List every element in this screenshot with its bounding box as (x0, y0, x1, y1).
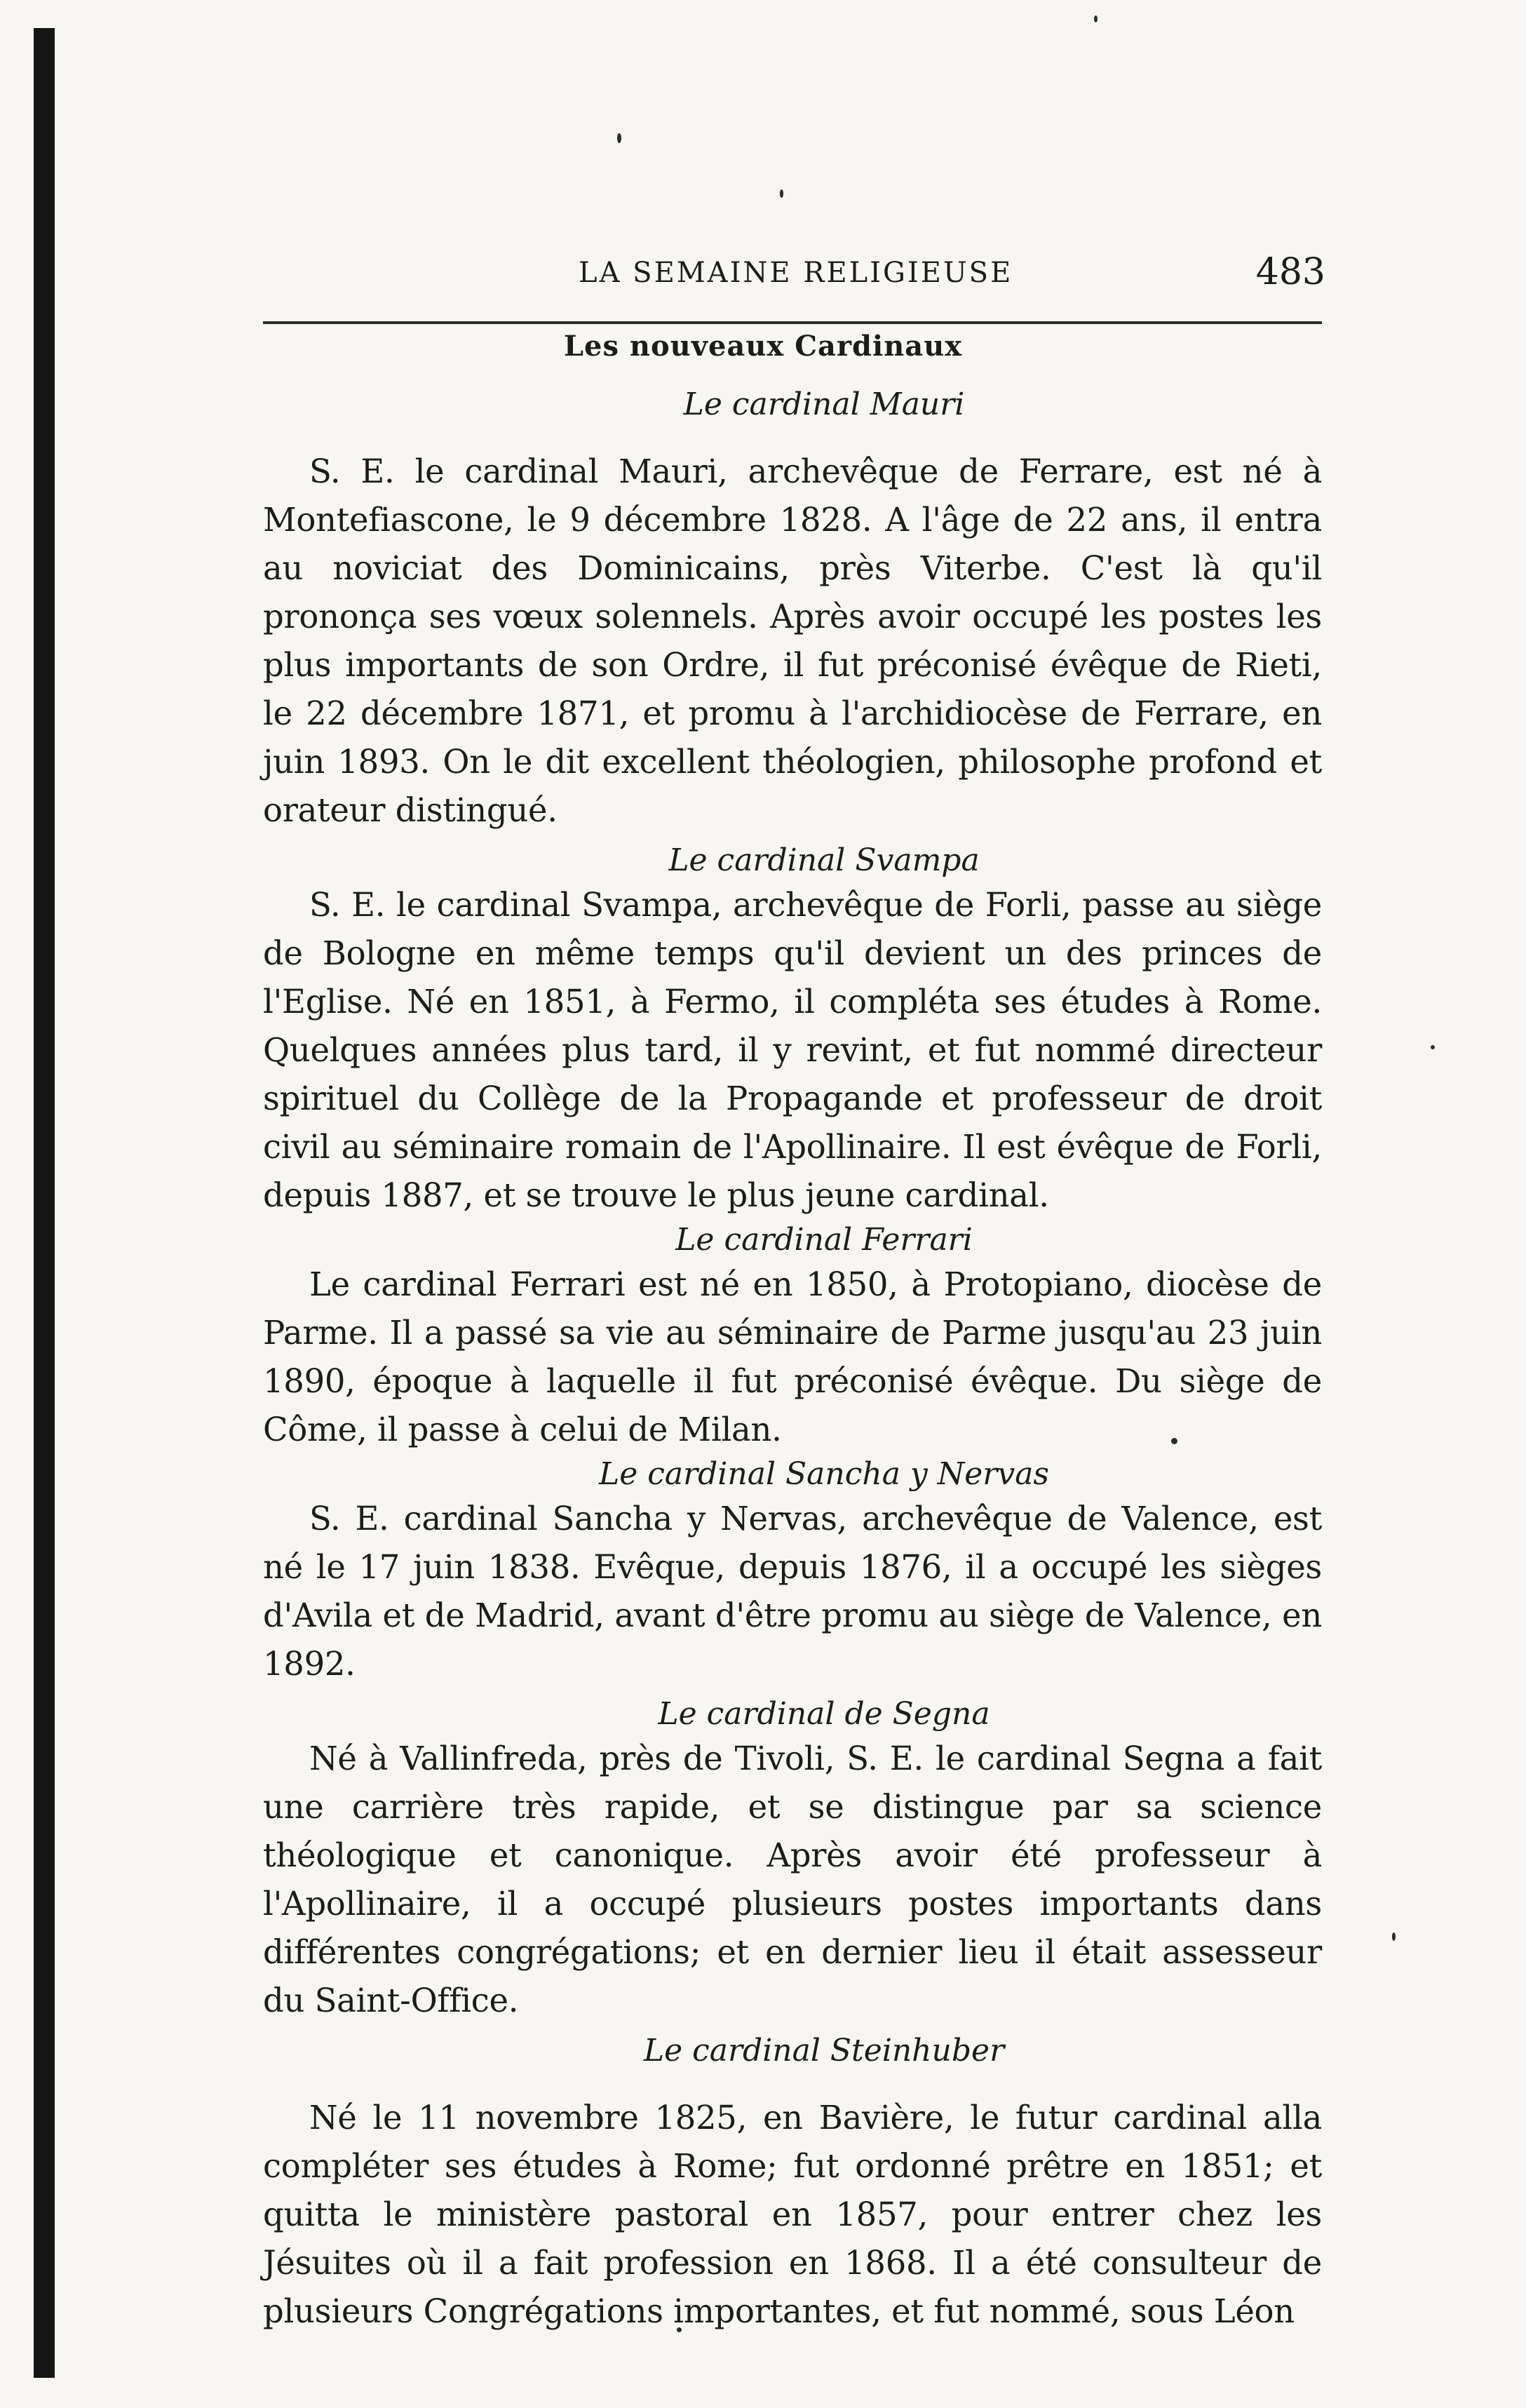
page-number: 483 (1255, 251, 1325, 293)
article-heading: Le cardinal de Segna (658, 1696, 990, 1732)
scan-speck (1094, 15, 1098, 22)
article-text: S. E. cardinal Sancha y Nervas, archevêque de Valence, est né le 17 juin 1838. Evêque, depuis 1876, il a occupé les sièges d'Avila et de Madrid, avant d'être promu au siège de Valence, en 1892. (263, 1500, 1322, 1683)
scan-speck (1431, 1045, 1435, 1049)
scan-binding-edge (34, 28, 55, 2378)
scan-speck (780, 189, 783, 198)
article-heading: Le cardinal Mauri (683, 386, 965, 422)
text-column (263, 384, 1322, 2336)
header-rule (263, 321, 1322, 324)
spacer (263, 835, 1322, 840)
spacer (263, 2025, 1322, 2031)
article-text: Né le 11 novembre 1825, en Bavière, le futur cardinal alla compléter ses études à Rome; fut ordonné prêtre en 1851; et quitta le ministère pastoral en 1857, pour entrer chez les Jésuites où il a fait profession en 1868. Il a été consulteur de plusieurs Congrégations importantes, et fut nommé, sous Léon (263, 2099, 1322, 2330)
spacer (263, 2071, 1322, 2094)
article-text: S. E. le cardinal Svampa, archevêque de Forli, passe au siège de Bologne en même temps qu'il devient un des princes de l'Eglise. Né en 1851, à Fermo, il compléta ses études à Rome. Quelques années plus tard, il y revint, et fut nommé directeur spirituel du Collège de la Propagande et professeur de droit civil au séminaire romain de l'Apollinaire. Il est évêque de Forli, depuis 1887, et se trouve le plus jeune cardinal. (263, 886, 1322, 1214)
article-text: Le cardinal Ferrari est né en 1850, à Protopiano, diocèse de Parme. Il a passé sa vie au séminaire de Parme jusqu'au 23 juin 1890, époque à laquelle il fut préconisé évêque. Du siège de Côme, il passe à celui de Milan. (263, 1265, 1322, 1448)
scan-speck (1392, 1932, 1396, 1941)
spacer (263, 425, 1322, 448)
page-header (266, 247, 1325, 303)
running-title: LA SEMAINE RELIGIEUSE (579, 257, 1013, 289)
article-heading: Le cardinal Svampa (668, 842, 980, 878)
spacer (263, 1688, 1322, 1694)
scan-speck (617, 133, 621, 143)
article-heading: Le cardinal Steinhuber (643, 2033, 1005, 2069)
article-text: Né à Vallinfreda, près de Tivoli, S. E. le cardinal Segna a fait une carrière très rapide, et se distingue par sa science théologique et canonique. Après avoir été professeur à l'Apollinaire, il a occupé plusieurs postes importants dans différentes congrégations; et en dernier lieu il était assesseur du Saint-Office. (263, 1740, 1322, 2019)
section-title: Les nouveaux Cardinaux (563, 330, 963, 363)
article-heading: Le cardinal Ferrari (675, 1222, 973, 1258)
article-text: S. E. le cardinal Mauri, archevêque de Ferrare, est né à Montefiascone, le 9 décembre 1828. A l'âge de 22 ans, il entra au noviciat des Dominicains, près Viterbe. C'est là qu'il prononça ses vœux solennels. Après avoir occupé les postes les plus importants de son Ordre, il fut préconisé évêque de Rieti, le 22 décembre 1871, et promu à l'archidiocèse de Ferrare, en juin 1893. On le dit excellent théologien, philosophe profond et orateur distingué. (263, 452, 1322, 829)
article-heading: Le cardinal Sancha y Nervas (598, 1456, 1050, 1492)
